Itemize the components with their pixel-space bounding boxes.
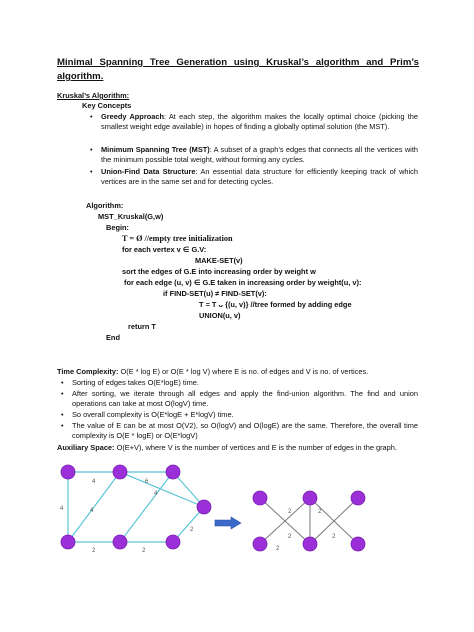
edge-weight: 4 <box>90 508 94 514</box>
bullet-dot: • <box>61 389 64 398</box>
edge-weight: 2 <box>142 548 146 554</box>
graph-original <box>50 462 220 558</box>
edge-weight: 2 <box>288 509 292 515</box>
algo-line: T = T ᴗ {(u, v)} //tree formed by adding edge <box>199 300 352 309</box>
algo-line: UNION(u, v) <box>199 311 241 320</box>
auxiliary-label: Auxiliary Space: <box>57 443 115 452</box>
algo-line: MST_Kruskal(G,w) <box>98 212 164 221</box>
edge-weight: 6 <box>145 479 149 485</box>
complexity-item: After sorting, we iterate through all edges and apply the find-union algorithm. The find and union operations can take at most O(logV) time. <box>72 389 418 409</box>
right-arrow-icon <box>214 516 242 530</box>
bullet-dot: • <box>90 112 93 121</box>
graph-node <box>253 537 267 551</box>
graph-node <box>197 500 211 514</box>
auxiliary-text: O(E+V), where V is the number of vertices and E is the number of edges in the graph. <box>114 443 397 452</box>
graph-node <box>253 491 267 505</box>
concept-text: : At each step, the algorithm makes the locally optimal choice (picking the smallest weight edge available) in hopes of finding a globally optimal solution (the MST). <box>101 112 418 132</box>
complexity-item: The value of E can be at most O(V2), so O(logV) and O(logE) are the same. Therefore, the overall time complexity is O(E * logE) or O(E*logV) <box>72 421 418 441</box>
graph-node <box>113 535 127 549</box>
algorithm-heading: Algorithm: <box>86 201 124 210</box>
graph-node <box>166 465 180 479</box>
graph-node <box>351 491 365 505</box>
edge-weight: 2 <box>318 509 322 515</box>
graph-node <box>61 465 75 479</box>
key-concepts-heading: Key Concepts <box>82 101 132 110</box>
concept-text: : An essential data structure for efficiently keeping track of which vertices are in the same set and for detecting cycles. <box>101 167 418 187</box>
edge-weight: 2 <box>190 527 194 533</box>
algo-line: MAKE-SET(v) <box>195 256 243 265</box>
auxiliary-space <box>57 443 419 453</box>
complexity-item: Sorting of edges takes O(E*logE) time. <box>72 378 199 387</box>
algo-line: End <box>106 333 120 342</box>
page-title: Minimal Spanning Tree Generation using Kruskal’s algorithm and Prim’s algorithm. <box>57 57 419 82</box>
concept-greedy <box>101 112 418 132</box>
edge-weight: 2 <box>288 534 292 540</box>
graph-node <box>303 491 317 505</box>
complexity-item: So overall complexity is O(E*logE + E*logV) time. <box>72 410 234 419</box>
concept-term: Greedy Approach <box>101 112 164 121</box>
algo-line: for each edge (u, v) ∈ G.E taken in increasing order by weight(u, v): <box>124 278 362 287</box>
graph-edge <box>120 472 204 507</box>
bullet-dot: • <box>90 167 93 176</box>
concept-term: Minimum Spanning Tree (MST) <box>101 145 210 154</box>
edge-weight: 4 <box>60 506 64 512</box>
algo-line: Begin: <box>106 223 129 232</box>
edge-weight: 4 <box>92 479 96 485</box>
algo-line: return T <box>128 322 156 331</box>
time-complexity <box>57 367 368 377</box>
concept-union-find <box>101 167 418 187</box>
algo-line: if FIND-SET(u) ≠ FIND-SET(v): <box>163 289 267 298</box>
graph-node <box>303 537 317 551</box>
algo-line: sort the edges of G.E into increasing order by weight w <box>122 267 316 276</box>
kruskal-heading: Kruskal’s Algorithm: <box>57 91 130 100</box>
concept-mst <box>101 145 418 165</box>
time-complexity-label: Time Complexity: <box>57 367 119 376</box>
graph-mst <box>250 488 380 556</box>
graph-node <box>113 465 127 479</box>
bullet-dot: • <box>61 378 64 387</box>
algo-line: T = Ø //empty tree initialization <box>122 234 233 243</box>
graph-node <box>351 537 365 551</box>
bullet-dot: • <box>90 145 93 154</box>
edge-weight: 2 <box>276 546 280 552</box>
algo-line: for each vertex v ∈ G.V: <box>122 245 207 254</box>
edge-weight: 4 <box>154 491 158 497</box>
bullet-dot: • <box>61 421 64 430</box>
edge-weight: 2 <box>332 534 336 540</box>
graph-node <box>166 535 180 549</box>
concept-term: Union-Find Data Structure <box>101 167 196 176</box>
graph-node <box>61 535 75 549</box>
time-complexity-text: O(E * log E) or O(E * log V) where E is no. of edges and V is no. of vertices. <box>118 367 369 376</box>
bullet-dot: • <box>61 410 64 419</box>
concept-text: : A subset of a graph’s edges that connects all the vertices with the minimum possible total weight, without forming any cycles. <box>101 145 418 165</box>
edge-weight: 2 <box>92 548 96 554</box>
